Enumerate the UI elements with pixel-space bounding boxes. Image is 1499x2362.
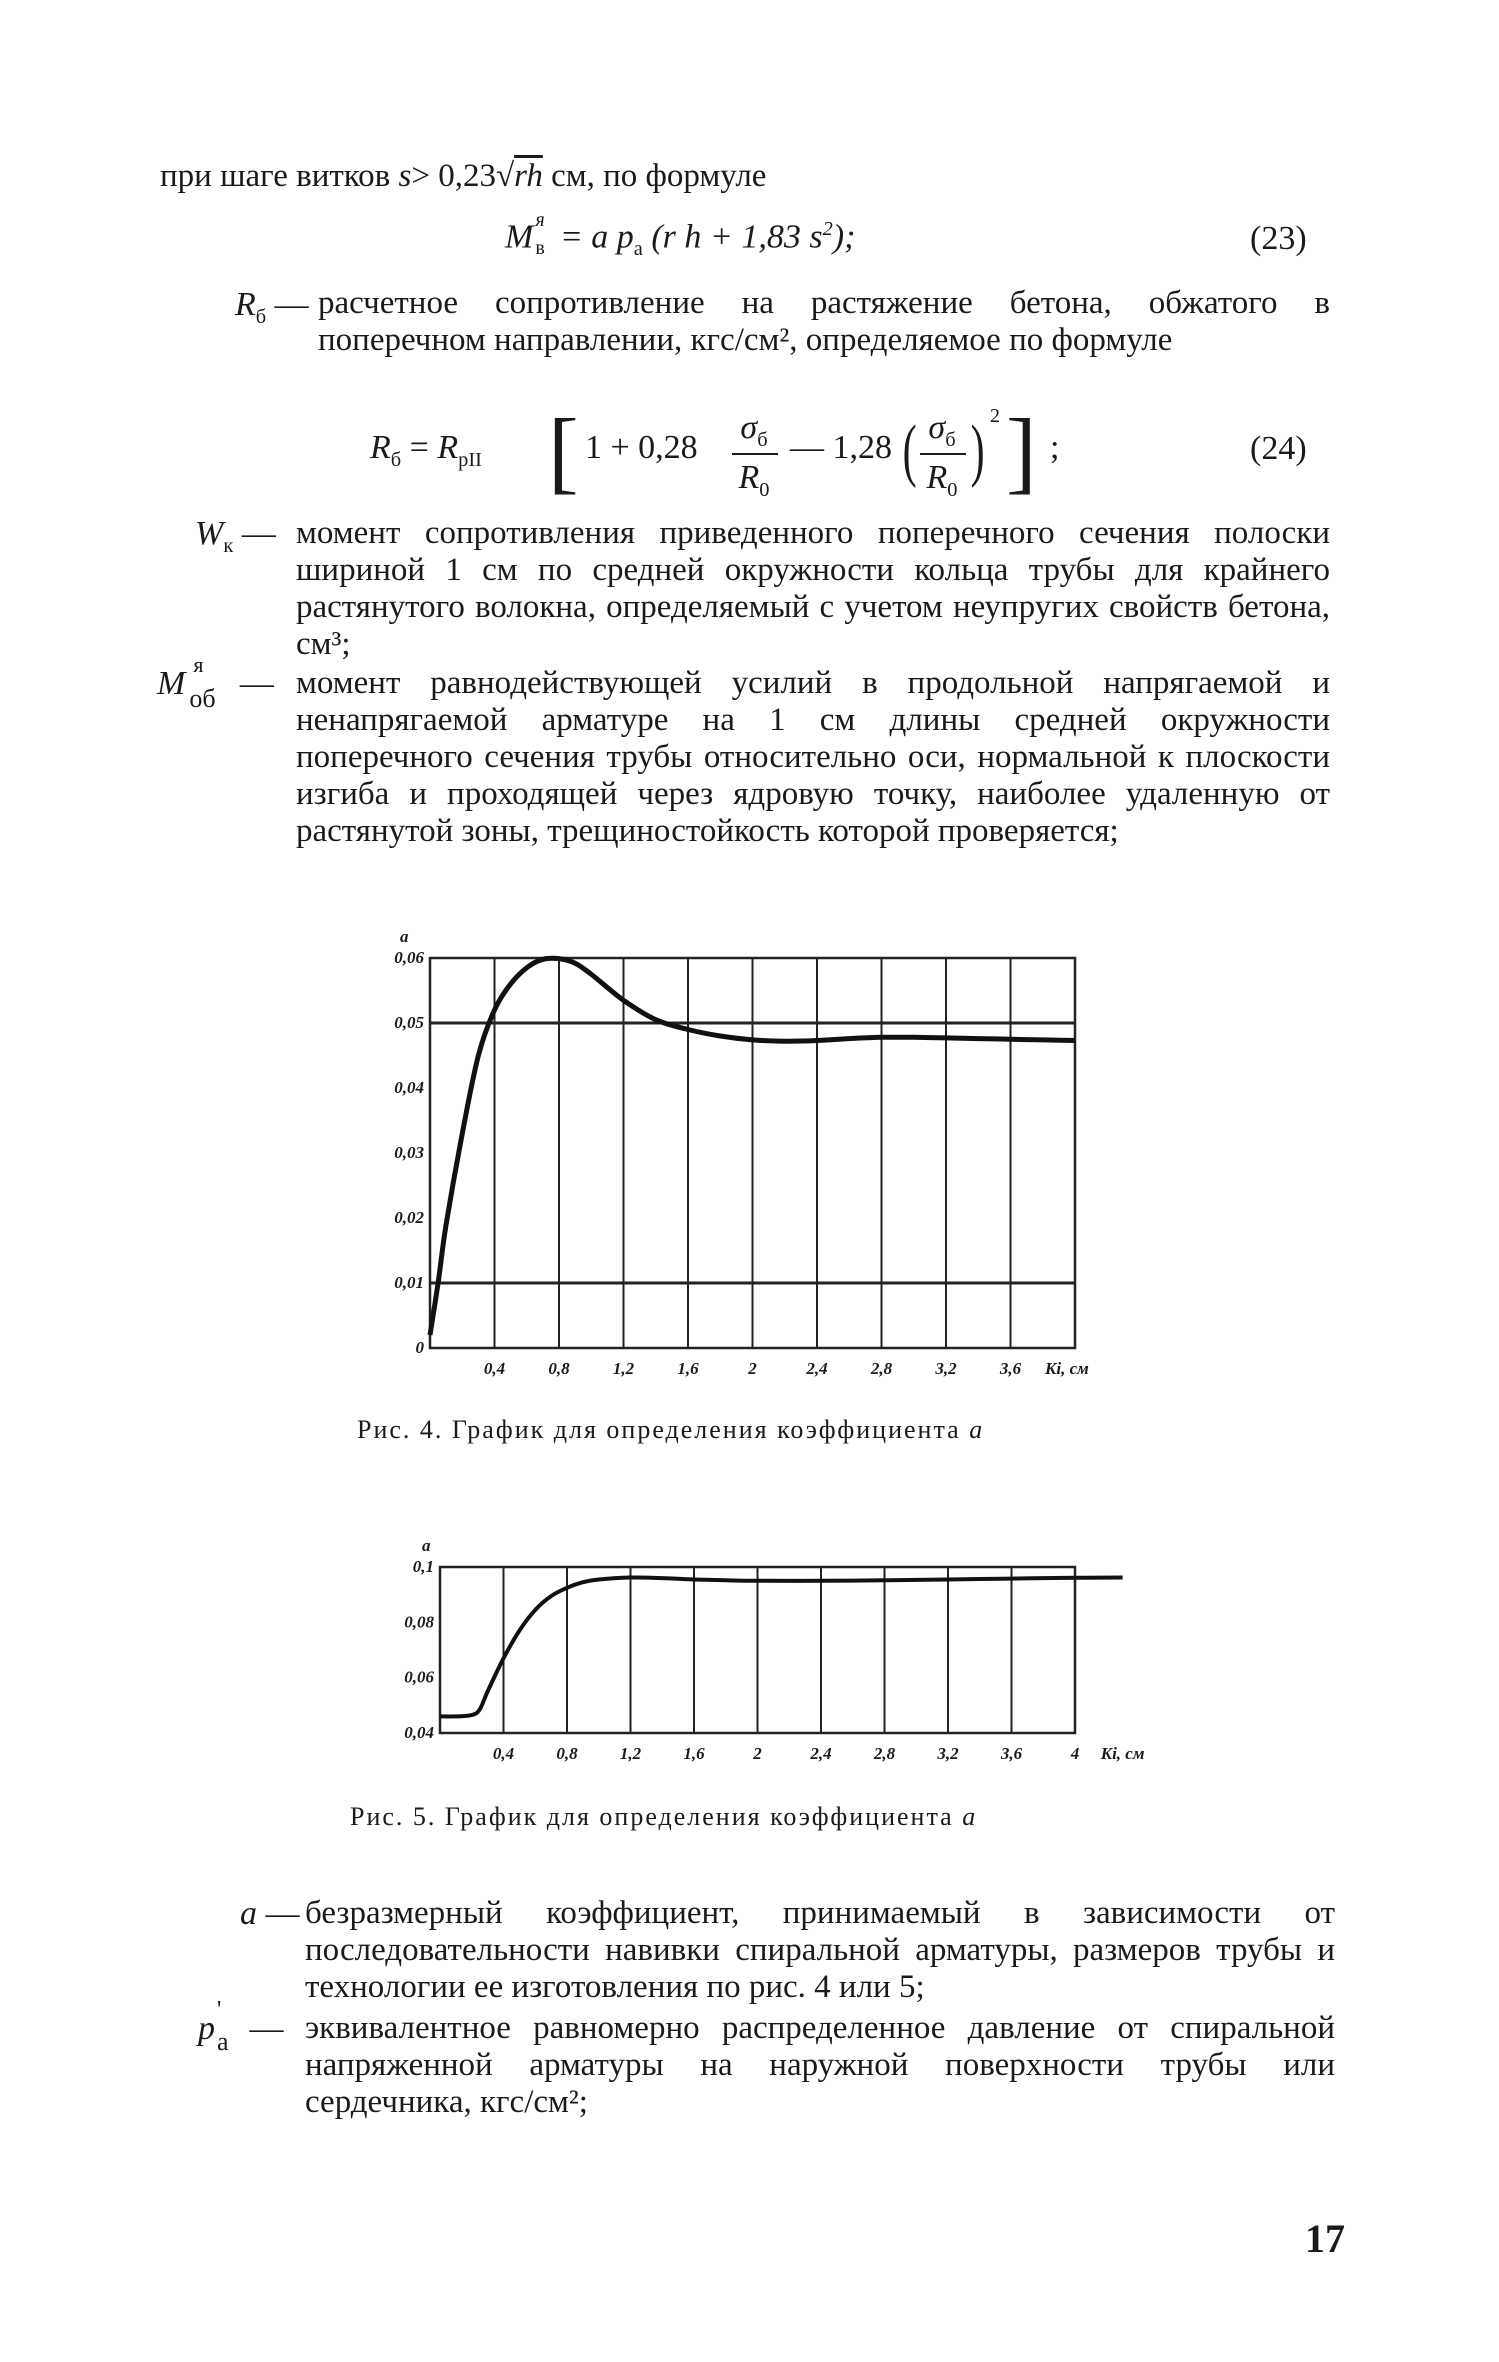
equation-23 <box>505 209 856 261</box>
def-pa-text: эквивалентное равномерно распределенное давление от спиральной напряженной арматуры на наружной поверхности трубы или сердечника, кгс/см²; <box>305 2010 1335 2120</box>
equation-24-number: (24) <box>1250 430 1307 467</box>
eq24-semicolon: ; <box>1050 429 1060 466</box>
def-rb-dash: — <box>266 286 309 323</box>
fig4-x-tick-label: 3,6 <box>999 1359 1022 1378</box>
eq24-frac2-r: R <box>926 459 948 496</box>
fig5-x-tick-label: 1,2 <box>619 1744 642 1763</box>
fig4-x-tick-label: Ki, см <box>1045 1359 1089 1378</box>
def-mob-scripts <box>185 652 231 713</box>
eq24-paren-open: ( <box>902 412 917 489</box>
fig5-y-tick-label: 0,1 <box>412 1557 434 1576</box>
def-mob-term <box>157 652 274 713</box>
eq23-lhs-sub: в <box>535 237 545 260</box>
fig5-ylabel: a <box>422 1536 431 1555</box>
eq24-frac2-sigma: σ <box>928 409 946 446</box>
eq24-one-plus: 1 + 0,28 <box>585 429 698 466</box>
eq24-lhs-letter: R <box>370 429 391 466</box>
figure-4-chart <box>380 920 1130 1390</box>
fig4-y-tick-label: 0,01 <box>394 1273 424 1292</box>
fig5-x-tick-label: 3,2 <box>937 1744 959 1763</box>
fig5-x-tick-label: 3,6 <box>1000 1744 1023 1763</box>
eq24-frac1-num <box>732 409 776 452</box>
def-wk-term <box>195 515 276 558</box>
fig5-x-tick-label: 1,6 <box>683 1744 705 1763</box>
def-mob-term-letter: M <box>157 665 186 702</box>
intro-text-before: при шаге витков <box>160 158 399 194</box>
eq24-lhs <box>370 429 482 472</box>
eq23-rhs-rest: (r h + 1,83 s <box>642 218 823 256</box>
def-a-term-letter: a <box>240 1895 257 1932</box>
fig4-x-tick-label: 2 <box>748 1359 757 1378</box>
fig4-ylabel: a <box>400 927 409 946</box>
fig5-y-ticks <box>404 1557 434 1742</box>
fig4-x-tick-label: 2,8 <box>870 1359 893 1378</box>
eq24-frac2-sigma-sub: б <box>945 428 956 451</box>
figure-5-caption <box>350 1802 975 1832</box>
eq24-minus: — 1,28 <box>790 429 892 466</box>
eq24-bracket-close: ] <box>1006 400 1037 502</box>
fig5-y-tick-label: 0,08 <box>404 1612 434 1632</box>
eq23-rhs-sup: 2 <box>822 218 833 240</box>
def-pa-dash: — <box>241 2010 284 2047</box>
fig5-x-tick-label: 2,4 <box>810 1744 832 1763</box>
fig5-caption-text: Рис. 5. График для определения коэффициента <box>350 1802 954 1831</box>
def-pa-term-sup: ' <box>217 1997 222 2023</box>
fig5-x-tick-label: 2,8 <box>873 1744 896 1763</box>
eq24-r-sub: рII <box>458 448 482 471</box>
eq24-frac2-num <box>920 409 964 452</box>
equation-23-number: (23) <box>1250 220 1307 257</box>
fig4-y-tick-label: 0,05 <box>394 1013 424 1032</box>
fig5-y-tick-label: 0,04 <box>404 1723 434 1742</box>
fig4-y-tick-label: 0,06 <box>394 948 424 967</box>
def-wk-text: момент сопротивления приведенного поперечного сечения полоски шириной 1 см по средней окружности кольца трубы для крайнего растянутого волокна, определяемый с учетом неупругих свойств бетона, см³; <box>296 515 1330 662</box>
fig4-y-tick-label: 0,03 <box>394 1143 424 1162</box>
def-pa-term-sub: а <box>217 2027 229 2056</box>
eq24-frac1-den <box>732 459 776 502</box>
def-mob-term-sub: об <box>189 684 216 713</box>
fig4-y-ticks <box>394 948 424 1357</box>
def-rb-term <box>235 286 309 329</box>
page-number: 17 <box>1305 2216 1345 2261</box>
fig5-curve <box>440 1577 1123 1716</box>
eq24-frac1-r-sub: 0 <box>759 478 770 501</box>
fig4-x-tick-label: 1,2 <box>612 1359 635 1378</box>
fig4-caption-var: a <box>969 1415 983 1444</box>
intro-condition-var: s <box>398 158 412 194</box>
eq24-paren-close: ) <box>970 412 985 489</box>
def-pa-scripts <box>215 1997 241 2056</box>
fig4-y-tick-label: 0,02 <box>394 1208 424 1227</box>
fig4-x-tick-label: 1,6 <box>677 1359 699 1378</box>
fig5-caption-var: a <box>962 1802 976 1831</box>
eq23-p-sub: а <box>633 238 643 261</box>
def-pa-term <box>198 1997 284 2056</box>
eq24-bracket-open: [ <box>548 400 579 502</box>
eq23-rhs-end: ); <box>832 218 856 256</box>
eq24-frac1-bar <box>732 453 778 455</box>
intro-text-after: см, по формуле <box>542 158 767 194</box>
eq24-frac1-sigma-sub: б <box>757 428 768 451</box>
intro-condition-rel: > 0,23 <box>411 158 496 194</box>
fig4-x-ticks <box>484 1359 1089 1378</box>
fig5-y-tick-label: 0,06 <box>404 1667 434 1687</box>
def-mob-dash: — <box>231 665 274 702</box>
eq24-lhs-sub: б <box>390 448 402 471</box>
fig4-x-tick-label: 0,4 <box>483 1359 506 1378</box>
def-a-text: безразмерный коэффициент, принимаемый в зависимости от последовательности навивки спиральной арматуры, размеров трубы и технологии ее изготовления по рис. 4 или 5; <box>305 1895 1335 2005</box>
eq24-r: R <box>437 429 459 466</box>
fig4-caption-text: Рис. 4. График для определения коэффициента <box>357 1415 961 1444</box>
fig4-grid <box>430 958 1075 1348</box>
eq24-eq: = <box>409 429 429 466</box>
intro-line <box>160 157 766 195</box>
eq23-lhs: M <box>505 218 534 256</box>
eq24-frac1-r: R <box>738 459 760 496</box>
fig5-x-tick-label: 4 <box>1070 1744 1080 1763</box>
figure-4-caption <box>357 1415 982 1445</box>
fig4-y-tick-label: 0 <box>415 1338 424 1357</box>
def-mob-term-sup: я <box>193 652 204 677</box>
def-a-term <box>240 1895 300 1933</box>
fig5-grid <box>440 1567 1075 1733</box>
def-a-dash: — <box>257 1895 300 1932</box>
eq24-frac1-sigma: σ <box>740 409 758 446</box>
fig5-x-tick-label: 2 <box>753 1744 762 1763</box>
def-wk-dash: — <box>233 515 276 552</box>
eq24-power: 2 <box>990 405 1000 427</box>
sqrt-sign: √ <box>495 158 515 194</box>
eq23-lhs-sup: я <box>535 209 545 232</box>
def-mob-text: момент равнодействующей усилий в продольной напрягаемой и ненапрягаемой арматуре на 1 см длины средней окружности поперечного сечения трубы относительно оси, нормальной к плоскости изгиба и проходящей через ядровую точку, наиболее удаленную от растянутой зоны, трещиностойкость которой проверяется; <box>296 665 1330 849</box>
fig5-x-tick-label: Ki, см <box>1100 1744 1145 1763</box>
def-wk-term-letter: W <box>195 515 224 552</box>
fig4-x-tick-label: 3,2 <box>935 1359 957 1378</box>
figure-5-chart <box>380 1535 1145 1770</box>
fig5-x-tick-label: 0,4 <box>492 1744 515 1763</box>
def-wk-term-sub: к <box>223 534 234 557</box>
eq24-frac2-bar <box>920 453 966 455</box>
fig5-x-ticks <box>493 1744 1145 1763</box>
fig4-y-tick-label: 0,04 <box>394 1078 424 1097</box>
def-rb-term-letter: R <box>235 286 256 323</box>
eq24-frac2-r-sub: 0 <box>947 478 958 501</box>
def-pa-term-letter: p <box>198 2010 215 2047</box>
eq23-rhs-a: = a p <box>559 218 634 256</box>
equation-24 <box>370 400 1170 515</box>
def-rb-term-sub: б <box>255 305 267 328</box>
fig5-x-tick-label: 0,8 <box>556 1744 578 1763</box>
fig4-x-tick-label: 0,8 <box>548 1359 570 1378</box>
eq23-lhs-scripts <box>533 209 551 260</box>
eq24-frac2-den <box>920 459 964 502</box>
def-rb-text: расчетное сопротивление на растяжение бетона, обжатого в поперечном направлении, кгс/см², определяемое по формуле <box>318 285 1330 358</box>
fig4-x-tick-label: 2,4 <box>806 1359 828 1378</box>
intro-condition-root: rh <box>514 158 543 194</box>
